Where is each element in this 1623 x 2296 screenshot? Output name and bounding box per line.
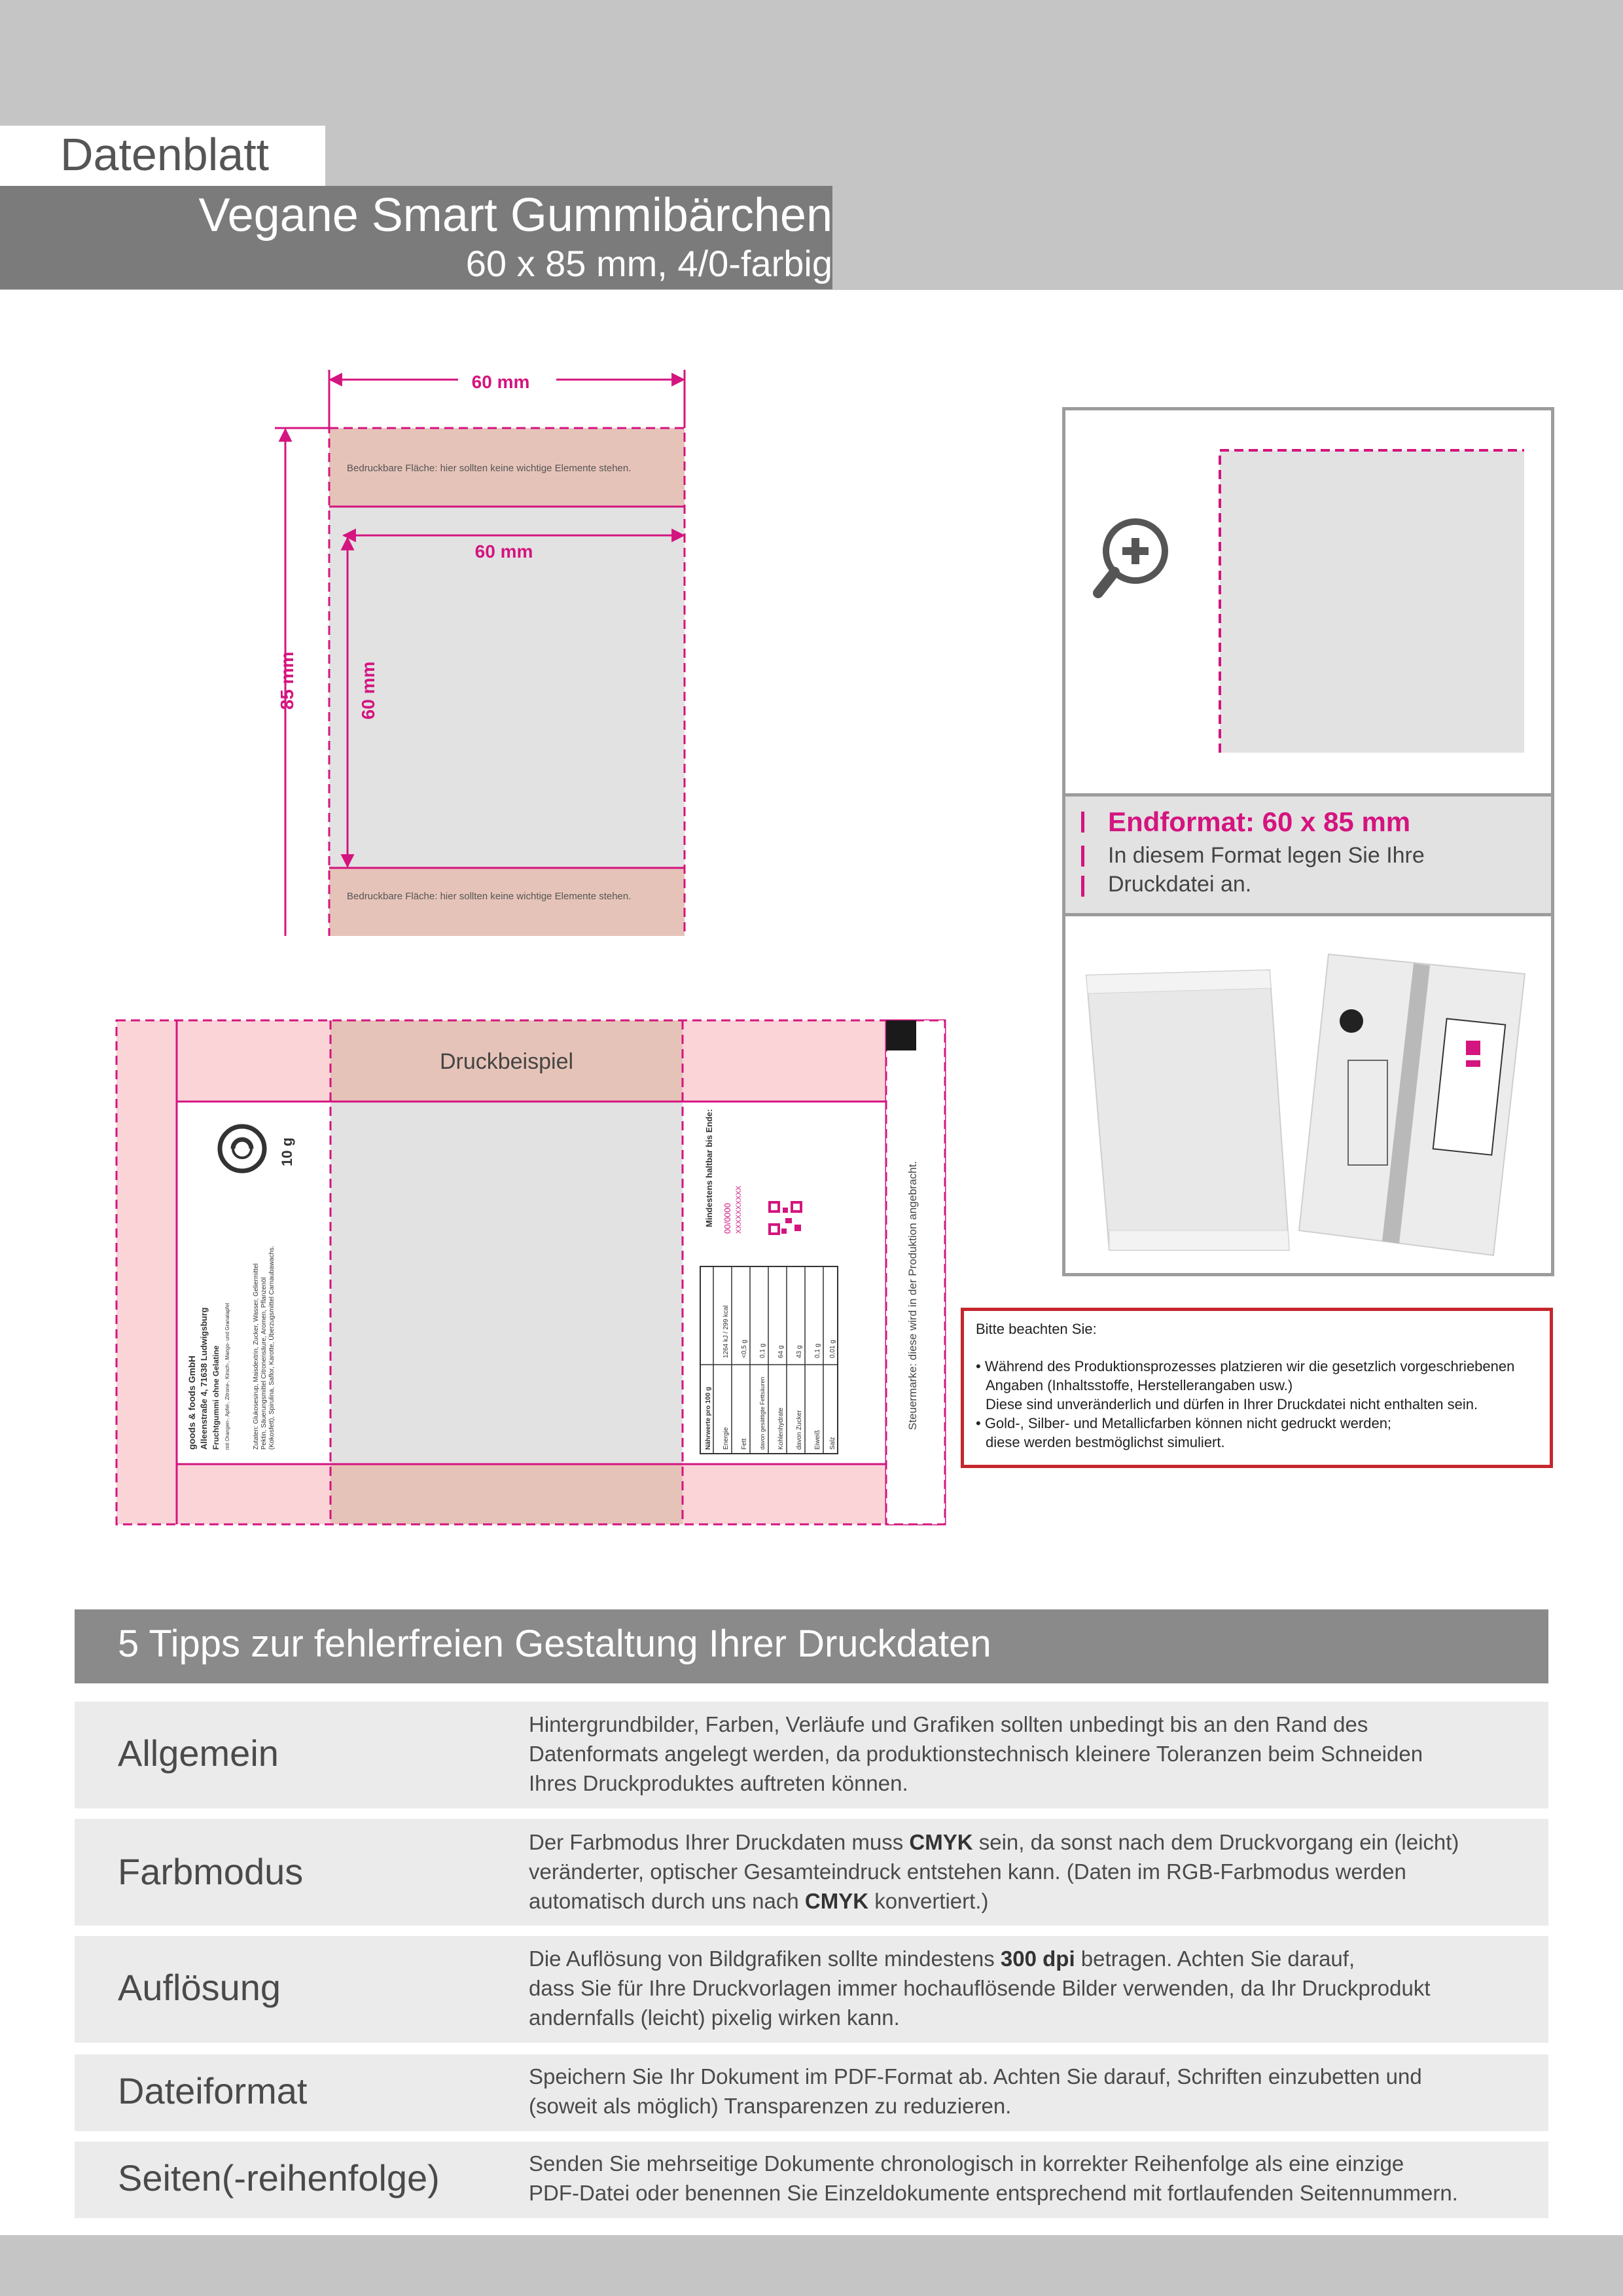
nutrition-value: 0,1 g xyxy=(759,1343,766,1358)
dimension-diagram xyxy=(262,360,707,936)
tip-text-dateiformat: Speichern Sie Ihr Dokument im PDF-Format ab. Achten Sie darauf, Schriften einzubetten und (soweit als möglich) Transparenzen zu reduzieren. xyxy=(529,2064,1422,2118)
nutrition-name: Salz xyxy=(829,1437,836,1450)
nutrition-header: Nährwerte pro 100 g xyxy=(705,1386,712,1450)
doc-type-label: Datenblatt xyxy=(60,129,270,180)
nutrition-value: 64 g xyxy=(777,1345,785,1358)
product-title: Vegane Smart Gummibärchen xyxy=(198,189,832,242)
endformat-area xyxy=(1220,450,1524,753)
ingredients-2: Pektin, Säuerungsmittel Citronensäure, Aromen, Pflanzenöl xyxy=(260,1277,268,1450)
tip-text-farbmodus: Der Farbmodus Ihrer Druckdaten muss CMYK sein, da sonst nach dem Druckvorgang ein (leicht) veränderter, optischer Gesamteindruck entstehen kann. (Daten im RGB-Farbmodus werden automatisch durch uns nach CMYK konvertiert.) xyxy=(529,1830,1459,1913)
control-mark-text: Steuermarke: diese wird in der Produktion angebracht. xyxy=(906,1160,919,1430)
nutrition-name: Kohlenhydrate xyxy=(777,1407,785,1450)
flavors: mit Orangen-, Apfel-, Zitrone-, Kirsch-, Mango- und Granatapfel xyxy=(224,1302,230,1450)
note-line: Angaben (Inhaltsstoffe, Herstellerangaben usw.) xyxy=(986,1377,1293,1393)
note-title: Bitte beachten Sie: xyxy=(976,1321,1097,1337)
best-before-label: Mindestens haltbar bis Ende: xyxy=(704,1109,714,1227)
example-label: Druckbeispiel xyxy=(439,1049,574,1074)
nutrition-name: davon gesättigte Fettsäuren xyxy=(759,1376,766,1450)
inner-width-label: 60 mm xyxy=(474,541,533,562)
package-mockup xyxy=(1073,942,1531,1257)
date-placeholder: 00/0000 xyxy=(722,1203,732,1234)
note-line: diese werden bestmöglichst simuliert. xyxy=(986,1434,1225,1450)
tip-text-seiten: Senden Sie mehrseitige Dokumente chronologisch in korrekter Reihenfolge als eine einzige PDF-Datei oder benennen Sie Einzeldokumente entsprechend mit fortlaufenden Seitennummern. xyxy=(529,2151,1458,2205)
package-back xyxy=(1086,970,1289,1250)
printable-area-bottom xyxy=(329,868,685,936)
company-name: goods & foods GmbH xyxy=(187,1355,197,1450)
nutrition-value: <0,5 g xyxy=(741,1339,748,1358)
tip-label-aufloesung: Auflösung xyxy=(118,1967,281,2008)
printable-note-top: Bedruckbare Fläche: hier sollten keine wichtige Elemente stehen. xyxy=(347,463,632,474)
nutrition-value: 1264 kJ / 299 kcal xyxy=(722,1305,730,1358)
tips-title: 5 Tipps zur fehlerfreien Gestaltung Ihrer Druckdaten xyxy=(118,1623,991,1665)
tip-text-aufloesung: Die Auflösung von Bildgrafiken sollte mindestens 300 dpi betragen. Achten Sie darauf, dass Sie für Ihre Druckvorlagen immer hochauflösende Bilder verwenden, da Ihr Druckprodukt andernfalls (leicht) pixelig wirken kann. xyxy=(529,1946,1431,2030)
nutrition-name: Fett xyxy=(741,1438,748,1450)
width-label: 60 mm xyxy=(471,372,530,392)
nutrition-value: 43 g xyxy=(796,1345,803,1358)
note-line: • Während des Produktionsprozesses platzieren wir die gesetzlich vorgeschriebenen xyxy=(976,1358,1515,1374)
tip-label-farbmodus: Farbmodus xyxy=(118,1851,304,1892)
qr-code-icon xyxy=(769,1201,803,1235)
ingredients-3: (Kokosfett), Spirulina, Saflor, Karotte, Überzugsmittel Carnaubawachs. xyxy=(268,1246,276,1450)
note-line: Diese sind unveränderlich und dürfen in Ihrer Druckdatei nicht enthalten sein. xyxy=(986,1396,1478,1412)
control-mark xyxy=(886,1020,916,1050)
tip-label-dateiformat: Dateiformat xyxy=(118,2070,308,2111)
printable-note-bottom: Bedruckbare Fläche: hier sollten keine wichtige Elemente stehen. xyxy=(347,891,632,902)
nutrition-value: 0,1 g xyxy=(814,1343,821,1358)
lot-placeholder: XXXXXXXXXX xyxy=(735,1185,743,1234)
bottom-bar xyxy=(0,2235,1623,2296)
nutrition-table xyxy=(700,1266,838,1454)
weight-label: 10 g xyxy=(279,1137,295,1167)
endformat-text: Druckdatei an. xyxy=(1108,872,1252,897)
company-address: Alleenstraße 4, 71638 Ludwigsburg xyxy=(199,1307,209,1450)
product-line: Fruchtgummi ohne Gelatine xyxy=(211,1345,221,1450)
print-area xyxy=(329,533,685,899)
zoom-in-icon xyxy=(1098,522,1165,593)
endformat-preview xyxy=(1086,439,1531,766)
print-example xyxy=(111,1011,955,1535)
endformat-text: In diesem Format legen Sie Ihre xyxy=(1108,843,1425,868)
nutrition-name: davon Zucker xyxy=(796,1410,803,1450)
height-label: 85 mm xyxy=(277,651,297,710)
note-line: • Gold-, Silber- und Metallicfarben können nicht gedruckt werden; xyxy=(976,1415,1392,1431)
product-subtitle: 60 x 85 mm, 4/0-farbig xyxy=(465,243,832,284)
inner-height-label: 60 mm xyxy=(358,661,378,720)
tip-label-allgemein: Allgemein xyxy=(118,1732,279,1774)
tip-text-allgemein: Hintergrundbilder, Farben, Verläufe und Grafiken sollten unbedingt bis an den Rand des Datenformats angelegt werden, da produktionstechnisch kleinere Toleranzen beim Schneiden Ihres Druckproduktes auftreten können. xyxy=(529,1712,1423,1795)
nutrition-value: 0,01 g xyxy=(829,1340,836,1358)
nutrition-name: Eiweiß xyxy=(814,1429,821,1450)
package-front xyxy=(1299,954,1525,1255)
endformat-title: Endformat: 60 x 85 mm xyxy=(1108,806,1411,837)
nutrition-name: Energie xyxy=(722,1427,730,1450)
tip-label-seiten: Seiten(-reihenfolge) xyxy=(118,2157,440,2198)
ingredients-1: Zutaten: Glukosesirup, Maisdextrin, Zucker, Wasser, Geliermittel xyxy=(253,1263,260,1450)
